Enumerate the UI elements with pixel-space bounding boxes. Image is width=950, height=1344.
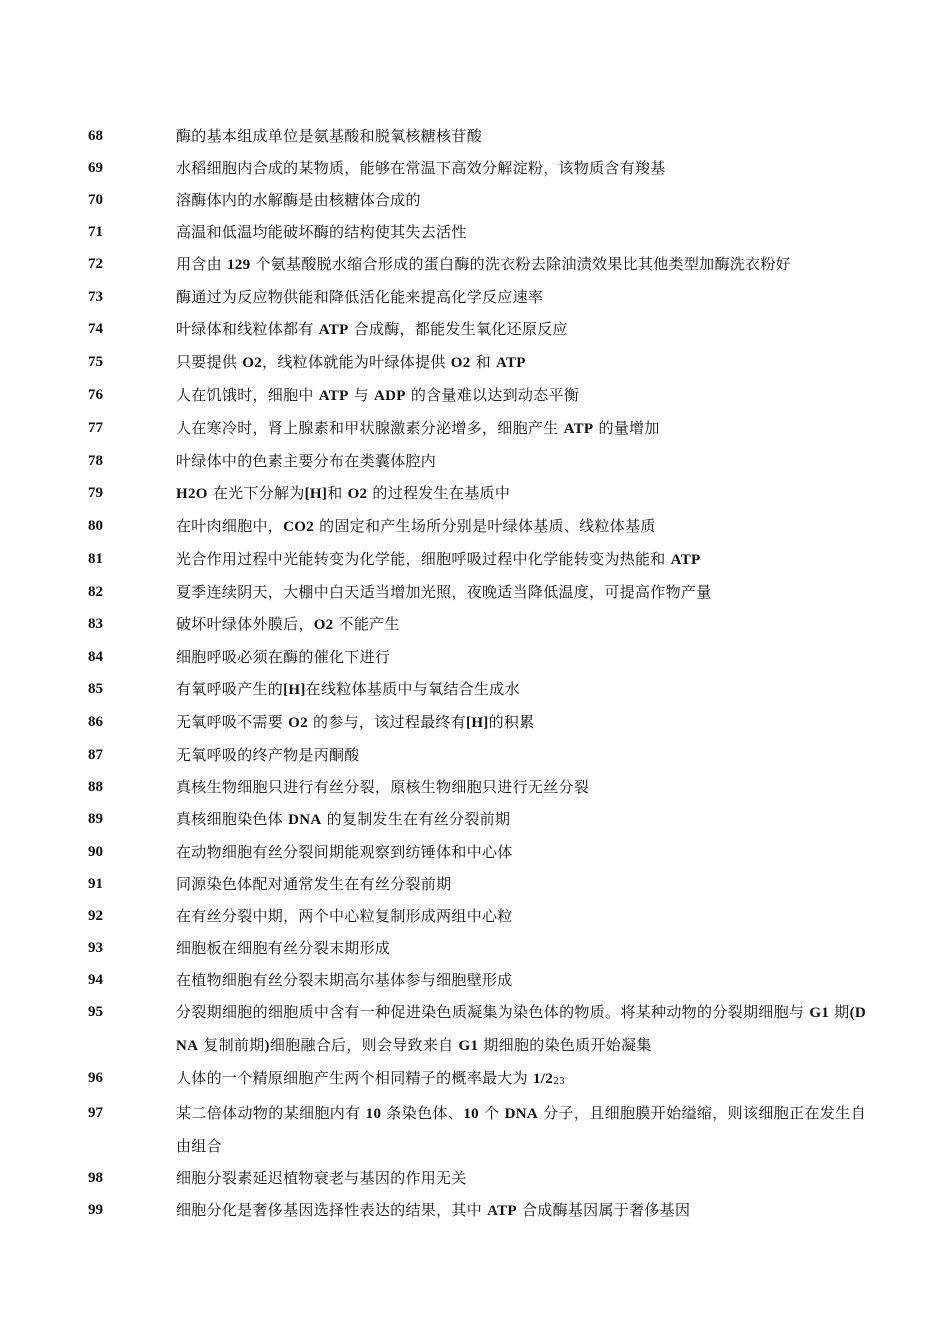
statement-item xyxy=(0,996,950,1062)
statement-text-segment: 合成酶，都能发生氧化还原反应 xyxy=(348,320,568,338)
statement-text-segment: 酶通过为反应物供能和降低活化能来提高化学反应速率 xyxy=(176,288,544,306)
statement-text xyxy=(176,184,866,216)
statement-text-segment: (DNA xyxy=(176,1005,866,1054)
statement-text-segment: 只要提供 xyxy=(176,353,243,371)
statement-text-segment: 在光下分解为 xyxy=(207,484,305,502)
statement-text-segment: 人在饥饿时，细胞中 xyxy=(176,386,319,404)
statement-text xyxy=(176,281,866,313)
statement-text-segment: 真核生物细胞只进行有丝分裂，原核生物细胞只进行无丝分裂 xyxy=(176,778,590,796)
statement-text-segment: 某二倍体动物的某细胞内有 xyxy=(176,1104,366,1122)
statement-text-segment: 在线粒体基质中与氧结合生成水 xyxy=(305,680,520,698)
statement-text-segment: 叶绿体和线粒体都有 xyxy=(176,320,319,338)
statement-number: 79 xyxy=(88,485,103,501)
statement-text xyxy=(176,739,866,771)
statement-text-segment: 1/2 xyxy=(532,1071,554,1087)
statement-text-segment: 的复制发生在有丝分裂前期 xyxy=(321,810,511,828)
statement-item xyxy=(0,510,950,543)
statement-text xyxy=(176,543,866,576)
statement-text-segment: 的含量难以达到动态平衡 xyxy=(405,386,580,404)
statement-text-segment: 分裂期细胞的细胞质中含有一种促进染色质凝集为染色体的物质。将某种动物的分裂期细胞与 xyxy=(176,1003,810,1021)
statement-item xyxy=(0,739,950,771)
statement-text xyxy=(176,576,866,608)
statement-item xyxy=(0,543,950,576)
statement-text xyxy=(176,1062,866,1097)
statement-number: 72 xyxy=(88,256,103,272)
statement-text-segment: 细胞融合后，则会导致来自 xyxy=(269,1036,459,1054)
statement-item xyxy=(0,313,950,346)
statement-text-segment: [H] xyxy=(304,486,328,502)
statement-text-segment: 129 xyxy=(226,257,251,273)
statement-text-segment: [H] xyxy=(283,682,306,698)
statement-text xyxy=(176,964,866,996)
statement-number: 80 xyxy=(88,518,103,534)
statement-item xyxy=(0,576,950,608)
statement-item xyxy=(0,1097,950,1162)
statement-item xyxy=(0,900,950,932)
statement-text-segment: 细胞分裂素延迟植物衰老与基因的作用无关 xyxy=(176,1169,467,1187)
statement-text-segment: 用含由 xyxy=(176,255,227,273)
statement-text-segment: 叶绿体中的色素主要分布在类囊体腔内 xyxy=(176,452,437,470)
statement-text-segment: 高温和低温均能破坏酶的结构使其失去活性 xyxy=(176,223,467,241)
statement-item xyxy=(0,346,950,379)
statement-text-segment: 期 xyxy=(829,1003,850,1021)
statement-text xyxy=(176,996,866,1062)
statement-text-segment: ) xyxy=(264,1038,270,1054)
statement-text-segment: 无氧呼吸不需要 xyxy=(176,713,289,731)
statement-item xyxy=(0,1162,950,1194)
statement-item xyxy=(0,1062,950,1097)
statement-text-segment: 破坏叶绿体外膜后， xyxy=(176,615,314,633)
statement-number: 88 xyxy=(88,779,103,795)
statement-text-segment: ，线粒体就能为叶绿体提供 xyxy=(262,353,451,371)
statement-number: 81 xyxy=(88,551,103,567)
statement-text-segment: 期细胞的染色质开始凝集 xyxy=(478,1036,652,1054)
statement-text-segment: ADP xyxy=(374,388,406,404)
statement-item xyxy=(0,216,950,248)
statement-text-segment: 的量增加 xyxy=(593,419,660,437)
statement-text-segment: 合成酶基因属于奢侈基因 xyxy=(516,1201,691,1219)
statement-number: 96 xyxy=(88,1070,103,1086)
statement-text xyxy=(176,1194,866,1227)
statement-number: 90 xyxy=(88,844,103,860)
statement-item xyxy=(0,379,950,412)
statement-text-segment: 夏季连续阴天，大棚中白天适当增加光照，夜晚适当降低温度，可提高作物产量 xyxy=(176,583,712,601)
statement-item xyxy=(0,641,950,673)
statement-text xyxy=(176,477,866,510)
statement-text xyxy=(176,608,866,641)
statement-text xyxy=(176,412,866,445)
statement-text xyxy=(176,510,866,543)
statement-text xyxy=(176,706,866,739)
statement-text xyxy=(176,771,866,803)
statement-item xyxy=(0,1194,950,1227)
statement-text-segment: [H] xyxy=(466,715,489,731)
statement-text xyxy=(176,313,866,346)
statement-number: 85 xyxy=(88,681,103,697)
statement-text-segment: O2 xyxy=(347,486,368,502)
statement-text xyxy=(176,900,866,932)
statement-text-segment: 真核细胞染色体 xyxy=(176,810,289,828)
statement-text-segment: 与 xyxy=(348,386,375,404)
statement-text-segment: ATP xyxy=(495,355,526,371)
statement-text-segment: 在有丝分裂中期，两个中心粒复制形成两组中心粒 xyxy=(176,907,513,925)
statement-number: 74 xyxy=(88,321,103,337)
statement-text-segment: G1 xyxy=(458,1038,479,1054)
statement-text-segment: 复制前期 xyxy=(198,1036,265,1054)
statement-text-segment: ATP xyxy=(670,552,701,568)
statement-number: 83 xyxy=(88,616,103,632)
statement-text-segment: 溶酶体内的水解酶是由核糖体合成的 xyxy=(176,191,421,209)
statement-text-segment: 不能产生 xyxy=(333,615,400,633)
statement-item xyxy=(0,706,950,739)
statement-text-segment: H2O xyxy=(176,486,208,502)
statement-number: 69 xyxy=(88,160,103,176)
statement-text-segment: 分子，且细胞膜开始缢缩，则该细胞正在发生自由组合 xyxy=(176,1104,866,1155)
statement-number: 86 xyxy=(88,714,103,730)
statement-item xyxy=(0,608,950,641)
statement-text-segment: 酶的基本组成单位是氨基酸和脱氧核糖核苷酸 xyxy=(176,127,483,145)
statement-text xyxy=(176,641,866,673)
statement-item xyxy=(0,281,950,313)
statement-text xyxy=(176,216,866,248)
statement-number: 92 xyxy=(88,908,103,924)
statement-number: 87 xyxy=(88,747,103,763)
statement-text-segment: 个 xyxy=(478,1104,505,1122)
statement-item xyxy=(0,120,950,152)
statement-number: 70 xyxy=(88,192,103,208)
statement-text xyxy=(176,932,866,964)
statement-item xyxy=(0,803,950,836)
statement-text-segment: 同源染色体配对通常发生在有丝分裂前期 xyxy=(176,875,452,893)
statement-text-segment: 条染色体、 xyxy=(381,1104,464,1122)
statement-text xyxy=(176,445,866,477)
statement-number: 97 xyxy=(88,1105,103,1121)
statement-text-segment: 细胞分化是奢侈基因选择性表达的结果，其中 xyxy=(176,1201,488,1219)
statement-text-segment: G1 xyxy=(809,1005,830,1021)
statement-text-segment: 人体的一个精原细胞产生两个相同精子的概率最大为 xyxy=(176,1069,533,1087)
statement-item xyxy=(0,836,950,868)
statement-text-segment: ATP xyxy=(563,421,594,437)
statement-item xyxy=(0,152,950,184)
statement-text-segment: O2 xyxy=(242,355,263,371)
statement-number: 89 xyxy=(88,811,103,827)
statement-text-segment: ATP xyxy=(318,322,349,338)
statement-text-segment: 在动物细胞有丝分裂间期能观察到纺锤体和中心体 xyxy=(176,843,513,861)
statement-text-segment: ATP xyxy=(487,1203,517,1219)
statement-text xyxy=(176,120,866,152)
statement-text-segment: 有氧呼吸产生的 xyxy=(176,680,284,698)
statement-item xyxy=(0,964,950,996)
statement-item xyxy=(0,445,950,477)
statement-text-segment: CO2 xyxy=(283,519,315,535)
statement-item xyxy=(0,184,950,216)
statement-text-segment: 人在寒冷时，肾上腺素和甲状腺激素分泌增多，细胞产生 xyxy=(176,419,564,437)
statement-number: 76 xyxy=(88,387,103,403)
statement-number: 94 xyxy=(88,972,103,988)
statement-text xyxy=(176,868,866,900)
statement-item xyxy=(0,412,950,445)
statement-text-segment: 10 xyxy=(463,1106,479,1122)
statement-number: 75 xyxy=(88,354,103,370)
statement-item xyxy=(0,477,950,510)
statement-text-segment: 的固定和产生场所分别是叶绿体基质、线粒体基质 xyxy=(314,517,656,535)
statement-item xyxy=(0,932,950,964)
statement-text-segment: DNA xyxy=(288,812,322,828)
statement-number: 68 xyxy=(88,128,103,144)
statement-item xyxy=(0,771,950,803)
statement-number: 84 xyxy=(88,649,103,665)
statement-text-segment: 细胞板在细胞有丝分裂末期形成 xyxy=(176,939,391,957)
statement-text-segment: 23 xyxy=(553,1077,566,1087)
statement-text-segment: 水稻细胞内合成的某物质，能够在常温下高效分解淀粉，该物质含有羧基 xyxy=(176,159,666,177)
statement-text xyxy=(176,379,866,412)
statement-text-segment: 在叶肉细胞中， xyxy=(176,517,284,535)
statement-text-segment: 细胞呼吸必须在酶的催化下进行 xyxy=(176,648,391,666)
statement-text-segment: 个氨基酸脱水缩合形成的蛋白酶的洗衣粉去除油渍效果比其他类型加酶洗衣粉好 xyxy=(250,255,791,273)
statement-text-segment: 的参与，该过程最终有 xyxy=(307,713,467,731)
statement-text xyxy=(176,1162,866,1194)
statement-text-segment: 无氧呼吸的终产物是丙酮酸 xyxy=(176,746,360,764)
statement-text-segment: ATP xyxy=(318,388,349,404)
statement-item xyxy=(0,673,950,706)
statement-number: 78 xyxy=(88,453,103,469)
statement-text-segment: 和 xyxy=(470,353,496,371)
statement-text-segment: 光合作用过程中光能转变为化学能，细胞呼吸过程中化学能转变为热能和 xyxy=(176,550,671,568)
statement-text-segment: DNA xyxy=(504,1106,538,1122)
statement-text xyxy=(176,836,866,868)
statement-text xyxy=(176,152,866,184)
statement-number: 98 xyxy=(88,1170,103,1186)
statement-item xyxy=(0,868,950,900)
statement-text-segment: 的积累 xyxy=(488,713,535,731)
statement-text-segment: O2 xyxy=(288,715,308,731)
statement-number: 73 xyxy=(88,289,103,305)
statement-number: 82 xyxy=(88,584,103,600)
statement-text-segment: 10 xyxy=(365,1106,382,1122)
statement-item xyxy=(0,248,950,281)
statement-number: 77 xyxy=(88,420,103,436)
statement-text xyxy=(176,346,866,379)
statement-number: 91 xyxy=(88,876,103,892)
statement-text-segment: 的过程发生在基质中 xyxy=(367,484,511,502)
statement-text-segment: 在植物细胞有丝分裂末期高尔基体参与细胞壁形成 xyxy=(176,971,513,989)
statement-number: 95 xyxy=(88,1004,103,1020)
statement-number: 99 xyxy=(88,1202,103,1218)
statement-text-segment: O2 xyxy=(313,617,334,633)
statement-number: 71 xyxy=(88,224,103,240)
statement-text xyxy=(176,673,866,706)
statement-number: 93 xyxy=(88,940,103,956)
statement-text-segment: O2 xyxy=(450,355,471,371)
statement-text xyxy=(176,803,866,836)
statement-text-segment: 和 xyxy=(327,484,348,502)
statement-text xyxy=(176,1097,866,1162)
statement-text xyxy=(176,248,866,281)
statement-list xyxy=(0,120,950,1227)
